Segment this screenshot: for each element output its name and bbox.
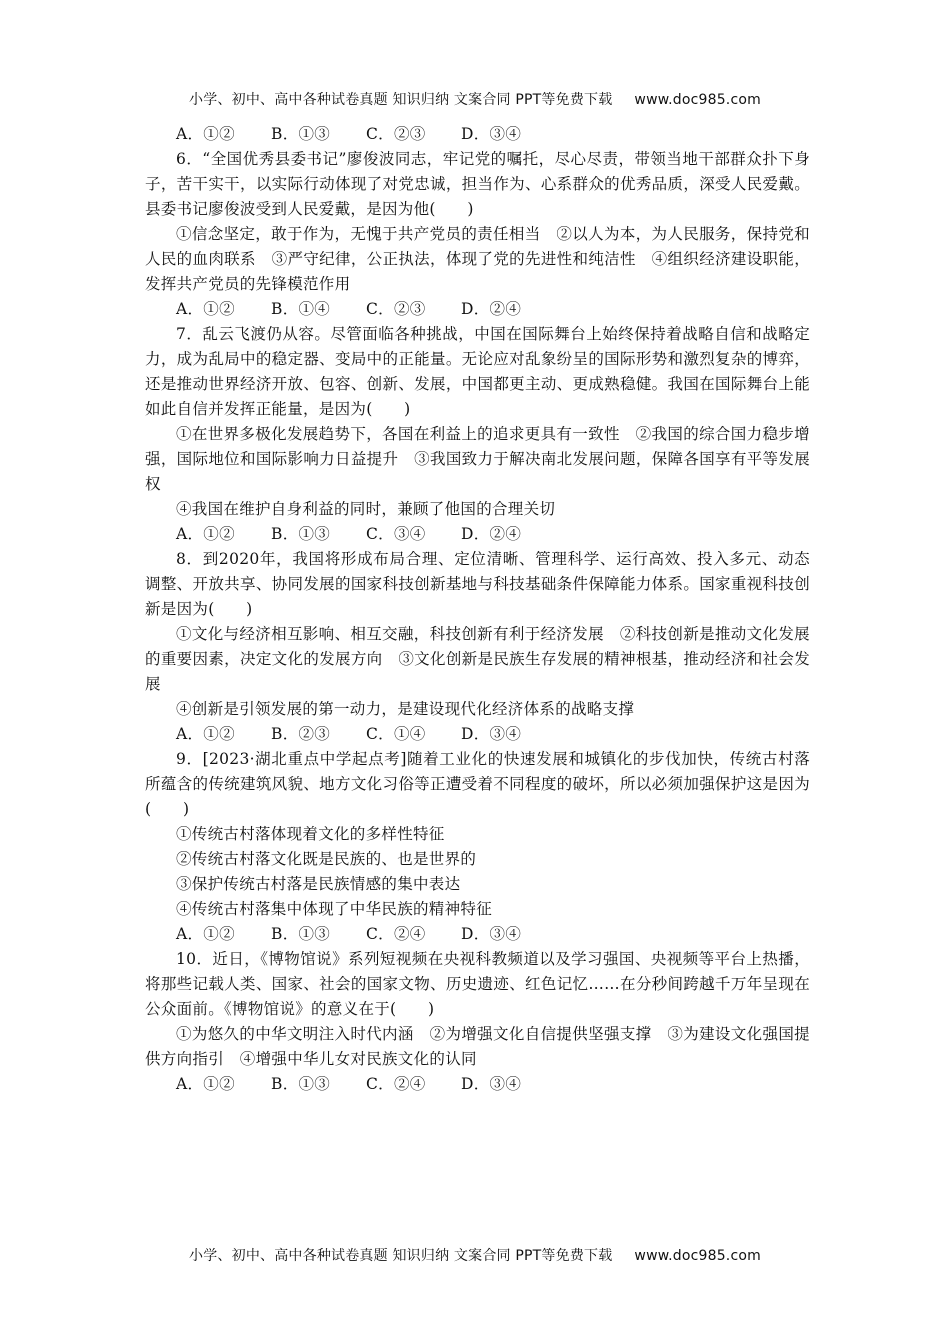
q10-option-a: A．①②: [176, 1075, 235, 1093]
q9-option-d: D．③④: [461, 925, 522, 943]
question-content: [145, 122, 810, 1097]
q8-statement-4: ④创新是引领发展的第一动力，是建设现代化经济体系的战略支撑: [176, 700, 635, 718]
q6-option-b: B．①④: [271, 300, 331, 318]
q9-option-a: A．①②: [176, 925, 235, 943]
q9-stem: 9．[2023·湖北重点中学起点考]随着工业化的快速发展和城镇化的步伐加快，传统古村落所蕴含的传统建筑风貌、地方文化习俗等正遭受着不同程度的破坏，所以必须加强保护这是因为( ): [145, 750, 810, 818]
q7-option-b: B．①③: [271, 525, 331, 543]
q7-option-a: A．①②: [176, 525, 235, 543]
q9-statement-4: ④传统古村落集中体现了中华民族的精神特征: [176, 900, 493, 918]
q7-stem: 7．乱云飞渡仍从容。尽管面临各种挑战，中国在国际舞台上始终保持着战略自信和战略定力，成为乱局中的稳定器、变局中的正能量。无论应对乱象纷呈的国际形势和激烈复杂的博弈，还是推动世界经济开放、包容、创新、发展，中国都更主动、更成熟稳健。我国在国际舞台上能如此自信并发挥正能量，是因为( ): [145, 325, 810, 418]
q9-statement-3: ③保护传统古村落是民族情感的集中表达: [176, 875, 461, 893]
q9-statement-2: ②传统古村落文化既是民族的、也是世界的: [176, 850, 477, 868]
q6-option-a: A．①②: [176, 300, 235, 318]
q6-option-c: C．②③: [366, 300, 426, 318]
q6-stem: 6．“全国优秀县委书记”廖俊波同志，牢记党的嘱托，尽心尽责，带领当地干部群众扑下身子，苦干实干，以实际行动体现了对党忠诚，担当作为、心系群众的优秀品质，深受人民爱戴。县委书记廖俊波受到人民爱戴，是因为他( ): [145, 150, 810, 218]
q5-option-c: C．②③: [366, 125, 426, 143]
q9-option-c: C．②④: [366, 925, 426, 943]
q10-option-b: B．①③: [271, 1075, 331, 1093]
q10-statements: ①为悠久的中华文明注入时代内涵 ②为增强文化自信提供坚强支撑 ③为建设文化强国提供方向指引 ④增强中华儿女对民族文化的认同: [145, 1025, 810, 1068]
footer-site-link[interactable]: www.doc985.com: [634, 1248, 761, 1264]
q6-option-d: D．②④: [461, 300, 522, 318]
q7-statements: ①在世界多极化发展趋势下，各国在利益上的追求更具有一致性 ②我国的综合国力稳步增强，国际地位和国际影响力日益提升 ③我国致力于解决南北发展问题，保障各国享有平等发展权: [145, 425, 810, 493]
q9-options: [145, 922, 810, 947]
q5-option-d: D．③④: [461, 125, 522, 143]
q5-options: [145, 122, 810, 147]
q7-option-d: D．②④: [461, 525, 522, 543]
header-site-link[interactable]: www.doc985.com: [634, 92, 761, 108]
q8-options: [145, 722, 810, 747]
q8-option-d: D．③④: [461, 725, 522, 743]
q6-statements: ①信念坚定，敢于作为，无愧于共产党员的责任相当 ②以人为本，为人民服务，保持党和人民的血肉联系 ③严守纪律，公正执法，体现了党的先进性和纯洁性 ④组织经济建设职能，发挥共产党员的先锋模范作用: [145, 225, 810, 293]
q7-options: [145, 522, 810, 547]
q8-option-a: A．①②: [176, 725, 235, 743]
q5-option-b: B．①③: [271, 125, 331, 143]
footer-text: 小学、初中、高中各种试卷真题 知识归纳 文案合同 PPT等免费下载: [189, 1248, 613, 1264]
q10-stem: 10．近日，《博物馆说》系列短视频在央视科教频道以及学习强国、央视频等平台上热播，将那些记载人类、国家、社会的国家文物、历史遗迹、红色记忆……在分秒间跨越千万年呈现在公众面前。《博物馆说》的意义在于( ): [145, 950, 810, 1018]
q10-option-d: D．③④: [461, 1075, 522, 1093]
q8-option-b: B．②③: [271, 725, 331, 743]
q7-statement-4: ④我国在维护自身利益的同时，兼顾了他国的合理关切: [176, 500, 556, 518]
q7-option-c: C．③④: [366, 525, 426, 543]
q6-options: [145, 297, 810, 322]
header-text: 小学、初中、高中各种试卷真题 知识归纳 文案合同 PPT等免费下载: [189, 92, 613, 108]
q8-statements: ①文化与经济相互影响、相互交融，科技创新有利于经济发展 ②科技创新是推动文化发展的重要因素，决定文化的发展方向 ③文化创新是民族生存发展的精神根基，推动经济和社会发展: [145, 625, 810, 693]
q9-option-b: B．①③: [271, 925, 331, 943]
q10-options: [145, 1072, 810, 1097]
page-header: [0, 89, 950, 109]
q9-statement-1: ①传统古村落体现着文化的多样性特征: [176, 825, 445, 843]
page-footer: [0, 1245, 950, 1265]
q8-option-c: C．①④: [366, 725, 426, 743]
q5-option-a: A．①②: [176, 125, 235, 143]
q10-option-c: C．②④: [366, 1075, 426, 1093]
q8-stem: 8．到2020年，我国将形成布局合理、定位清晰、管理科学、运行高效、投入多元、动态调整、开放共享、协同发展的国家科技创新基地与科技基础条件保障能力体系。国家重视科技创新是因为( ): [145, 550, 810, 618]
